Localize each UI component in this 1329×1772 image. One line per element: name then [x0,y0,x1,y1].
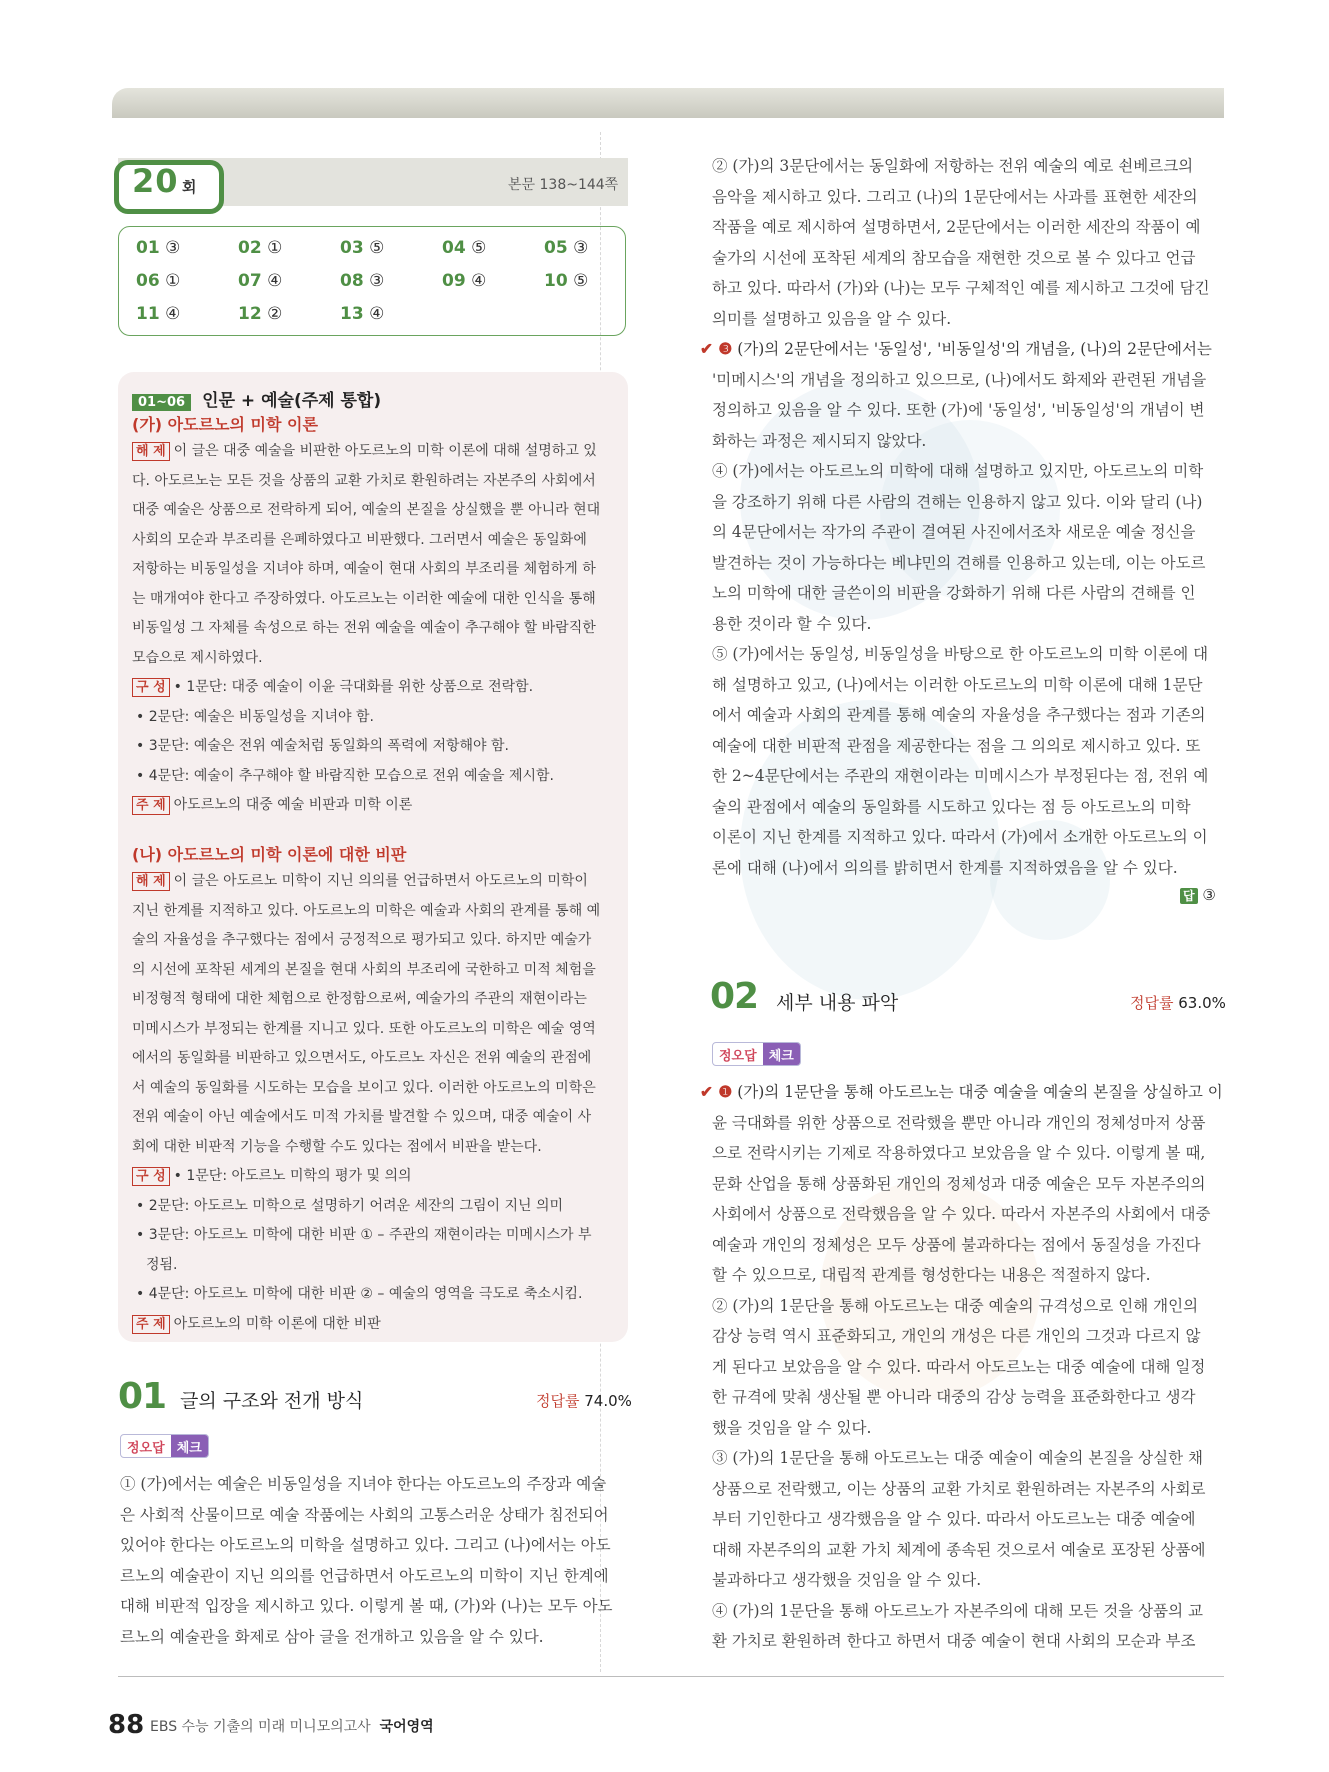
summary-line [132,1138,542,1156]
explanation-line: 하고 있다. 따라서 (가)와 (나)는 모두 구체적인 예를 제시하고 그것에 담긴 [712,279,1210,297]
explanation-line: 사회에서 상품으로 전락했음을 알 수 있다. 따라서 자본주의 사회에서 대중 [712,1205,1211,1223]
explanation-line: ✔ ❸ (가)의 2문단에서는 '동일성', '비동일성'의 개념을, (나)의 2문단에서는 [700,339,1212,358]
summary-heading-row [132,386,381,411]
question-number: 02 [710,976,759,1017]
explanation-line: 음악을 제시하고 있다. 그리고 (나)의 1문단에서는 사과를 표현한 세잔의 [712,187,1198,206]
structure-line [136,737,509,755]
commentary-label: 해 제 [132,872,170,891]
explanation-line: 의미를 설명하고 있음을 알 수 있다. [712,309,952,328]
summary-line [132,619,596,637]
answer-choice: ④ [267,271,283,291]
summary-line [132,1108,591,1126]
summary-heading: 인문 + 예술(주제 통합) [202,391,382,411]
answer-number: 02 [238,238,262,258]
structure-text: • 2문단: 예술은 비동일성을 지녀야 함. [136,708,374,725]
round-unit: 회 [182,178,197,196]
summary-line [132,961,596,979]
structure-text: • 1문단: 대중 예술이 이윤 극대화를 위한 상품으로 전락함. [173,679,534,695]
summary-text: 모습으로 제시하였다. [132,649,263,666]
answer-item [544,271,588,291]
answer-choice: ④ [165,304,181,324]
explanation-line: 르노의 예술관이 지닌 의의를 언급하면서 아도르노의 미학이 지닌 한계에 [120,1566,609,1585]
summary-line [132,990,587,1008]
check-label-tag: 체크 [763,1043,800,1065]
structure-text: • 4문단: 아도르노 미학에 대한 비판 ② – 예술의 영역을 극도로 축소시킴. [136,1286,583,1302]
explanation-line: 노의 미학에 대한 글쓴이의 비판을 강화하기 위해 다른 사람의 견해를 인 [712,584,1196,602]
answer-item [340,271,384,291]
explanation-line: 부터 기인한다고 생각했음을 알 수 있다. 따라서 아도르노는 대중 예술에 [712,1510,1196,1528]
answer-number: 06 [136,271,160,291]
explanation-line: 을 강조하기 위해 다른 사람의 견해는 인용하지 않고 있다. 이와 달리 (나) [712,492,1203,511]
answer-item [340,238,384,258]
answer-number: 08 [340,271,364,291]
explanation-line: 화하는 과정은 제시되지 않았다. [712,431,927,450]
correct-rate [536,1390,632,1411]
answer-value: ③ [1202,886,1216,904]
answer-number: 09 [442,271,466,291]
footer-rule [118,1676,1224,1677]
summary-line [132,902,600,920]
structure-line [136,1285,582,1303]
check-mark-icon: ✔ ❶ [700,1082,733,1101]
summary-line [132,872,588,891]
correct-rate-value: 63.0% [1178,994,1226,1012]
explanation-line: 해 설명하고 있고, (나)에서는 이러한 아도르노의 미학 이론에 대해 1문단 [712,675,1203,694]
explanation-line: 문화 산업을 통해 상품화된 개인의 정체성과 대중 예술은 모두 자본주의의 [712,1174,1206,1193]
answer-item [136,238,180,258]
book-name: EBS 수능 기출의 미래 미니모의고사 [150,1719,371,1735]
explanation-line: 환 가치로 환원하려 한다고 하면서 대중 예술이 현대 사회의 모순과 부조 [712,1632,1196,1650]
answer-choice: ⑤ [573,271,589,291]
summary-text: 지닌 한계를 지적하고 있다. 아도르노의 미학은 예술과 사회의 관계를 통해 예 [132,902,601,919]
theme-label: 주 제 [132,796,170,815]
question-title: 글의 구조와 전개 방식 [180,1390,364,1412]
summary-line [132,501,600,519]
summary-line [132,649,263,667]
answer-number: 05 [544,238,568,258]
structure-line [136,767,554,785]
explanation-line: ✔ ❶ (가)의 1문단을 통해 아도르노는 대중 예술을 예술의 본질을 상실하고 이 [700,1082,1223,1101]
structure-text: • 3문단: 예술은 전위 예술처럼 동일화의 폭력에 저항해야 함. [136,738,509,754]
page-number: 88 [108,1710,145,1740]
explanation-line: 대해 비판적 입장을 제시하고 있다. 이렇게 볼 때, (가)와 (나)는 모두 아도 [120,1597,613,1615]
answer-item [238,238,282,258]
structure-label: 구 성 [132,678,170,697]
answer-choice: ④ [369,304,385,324]
theme-line [132,796,412,815]
theme-label: 주 제 [132,1315,170,1334]
structure-line [136,1226,592,1244]
check-label: 정오답 [127,1441,165,1456]
explanation-line: 할 수 있으므로, 대립적 관계를 형성한다는 내용은 적절하지 않다. [712,1266,1151,1284]
explanation-line: 대해 자본주의의 교환 가치 체계에 종속된 것으로서 예술로 포장된 상품에 [712,1540,1206,1559]
explanation-line: ① (가)에서는 예술은 비동일성을 지녀야 한다는 아도르노의 주장과 예술 [120,1475,607,1493]
subject-name: 국어영역 [379,1719,434,1735]
answer-number: 10 [544,271,568,291]
explanation-line: 은 사회적 산물이므로 예술 작품에는 사회의 고통스러운 상태가 침전되어 [120,1505,609,1524]
summary-line [132,1049,591,1067]
summary-text: 이 글은 대중 예술을 비판한 아도르노의 미학 이론에 대해 설명하고 있 [173,443,597,459]
explanation-line: ③ (가)의 1문단을 통해 아도르노는 대중 예술이 예술의 본질을 상실한 채 [712,1449,1203,1467]
summary-text: 회에 대한 비판적 기능을 수행할 수도 있다는 점에서 비판을 받는다. [132,1138,542,1155]
answer-choice: ③ [165,238,181,258]
summary-line [132,442,597,461]
summary-text: 에서의 동일화를 비판하고 있으면서도, 아도르노 자신은 전위 예술의 관점에 [132,1050,592,1066]
answer-item [442,271,486,291]
correct-rate-label: 정답률 [536,1392,580,1410]
answer-marker [1180,886,1216,904]
explanation-line: 작품을 예로 제시하여 설명하면서, 2문단에서는 이러한 세잔의 작품이 예 [712,218,1201,236]
question-title: 세부 내용 파악 [776,992,899,1014]
commentary-label: 해 제 [132,442,170,461]
answer-choice: ⑤ [369,238,385,258]
explanation-line: 술의 관점에서 예술의 동일화를 시도하고 있다는 점 등 아도르노의 미학 [712,797,1191,816]
check-label: 정오답 [719,1049,757,1064]
explanation-line: 한 2~4문단에서는 주관의 재현이라는 미메시스가 부정된다는 점, 전위 예 [712,767,1209,785]
answer-item [238,271,282,291]
summary-text: 다. 아도르노는 모든 것을 상품의 교환 가치로 환원하려는 자본주의 사회에서 [132,472,596,489]
explanation-line: 불과하다고 생각했을 것임을 알 수 있다. [712,1571,982,1589]
structure-line [132,1167,412,1186]
structure-text: • 1문단: 아도르노 미학의 평가 및 의의 [173,1168,412,1184]
explanation-line: 으로 전락시키는 기제로 작용하였다고 보았음을 알 수 있다. 이렇게 볼 때, [712,1144,1206,1162]
summary-text: 서 예술의 동일화를 시도하는 모습을 보이고 있다. 이러한 아도르노의 미학은 [132,1079,596,1096]
summary-line [132,590,596,608]
summary-text: 술의 자율성을 추구했다는 점에서 긍정적으로 평가되고 있다. 하지만 예술가 [132,932,592,948]
explanation-line: 이론이 지닌 한계를 지적하고 있다. 따라서 (가)에서 소개한 아도르노의 이 [712,828,1208,846]
answer-number: 12 [238,304,262,324]
answer-item [340,304,384,324]
structure-line [136,708,374,726]
explanation-line: 감상 능력 역시 표준화되고, 개인의 개성은 다른 개인의 그것과 다르지 않 [712,1327,1201,1345]
explanation-line: 예술과 개인의 정체성은 모두 상품에 불과하다는 점에서 동질성을 가진다 [712,1235,1201,1254]
answer-number: 11 [136,304,160,324]
explanation-line: 에서 예술과 사회의 관계를 통해 예술의 자율성을 추구했다는 점과 기존의 [712,706,1206,724]
answer-number: 13 [340,304,364,324]
structure-text: • 4문단: 예술이 추구해야 할 바람직한 모습으로 전위 예술을 제시함. [136,767,555,784]
round-number: 20 [132,162,179,200]
summary-text: 전위 예술이 아닌 예술에서도 미적 가치를 발견할 수 있으며, 대중 예술이 사 [132,1109,592,1125]
explanation-line: 론에 대해 (나)에서 의의를 밝히면서 한계를 지적하였음을 알 수 있다. [712,858,1178,877]
summary-line [132,931,591,949]
theme-text: 아도르노의 미학 이론에 대한 비판 [173,1315,381,1332]
summary-line [132,531,587,549]
summary-text: 이 글은 아도르노 미학이 지닌 의의를 언급하면서 아도르노의 미학이 [173,873,588,889]
book-title [150,1716,434,1736]
explanation-line: ② (가)의 3문단에서는 동일화에 저항하는 전위 예술의 예로 쇤베르크의 [712,157,1194,175]
explanation-line: 예술에 대한 비판적 관점을 제공한다는 점을 그 의의로 제시하고 있다. 또 [712,736,1201,755]
structure-line [132,678,533,697]
answer-choice: ② [267,304,283,324]
summary-text: 사회의 모순과 부조리를 은폐하였다고 비판했다. 그러면서 예술은 동일화에 [132,531,587,548]
question-range-tag: 01~06 [132,394,191,411]
explanation-line: 한 규격에 맞춰 생산될 뿐 아니라 대중의 감상 능력을 표준화한다고 생각 [712,1388,1196,1406]
question-number: 01 [118,1376,167,1417]
answer-item [136,271,180,291]
summary-line [132,560,596,578]
structure-text: 정됨. [146,1256,178,1273]
answer-choice: ④ [471,271,487,291]
explanation-line: 게 된다고 보았음을 알 수 있다. 따라서 아도르노는 대중 예술에 대해 일정 [712,1357,1206,1376]
structure-text: • 2문단: 아도르노 미학으로 설명하기 어려운 세잔의 그림이 지닌 의미 [136,1197,564,1214]
answer-check-badge [712,1042,801,1066]
structure-label: 구 성 [132,1167,170,1186]
top-header-bar [112,88,1224,118]
correct-rate [1130,992,1226,1013]
explanation-line: 르노의 예술관을 화제로 삼아 글을 전개하고 있음을 알 수 있다. [120,1627,544,1646]
summary-line [132,1020,596,1038]
correct-rate-value: 74.0% [584,1392,632,1410]
explanation-line: ② (가)의 1문단을 통해 아도르노는 대중 예술의 규격성으로 인해 개인의 [712,1296,1199,1315]
structure-text: • 3문단: 아도르노 미학에 대한 비판 ① – 주관의 재현이라는 미메시스가 부 [136,1227,592,1243]
answer-choice: ① [267,238,283,258]
explanation-line: 정의하고 있음을 알 수 있다. 또한 (가)에 '동일성', '비동일성'의 개념이 변 [712,401,1205,419]
answer-number: 03 [340,238,364,258]
explanation-line: 있어야 한다는 아도르노의 미학을 설명하고 있다. 그리고 (나)에서는 아도 [120,1536,611,1554]
answer-choice: ③ [573,238,589,258]
explanation-line: 발견하는 것이 가능하다는 베냐민의 견해를 인용하고 있는데, 이는 아도르 [712,553,1206,572]
structure-line [136,1197,563,1215]
answer-item [238,304,282,324]
structure-line [146,1256,178,1274]
check-mark-icon: ✔ ❸ [700,339,733,358]
answer-number: 01 [136,238,160,258]
passage-b-title: (나) 아도르노의 미학 이론에 대한 비판 [132,845,407,864]
theme-text: 아도르노의 대중 예술 비판과 미학 이론 [173,797,413,813]
summary-line [132,1079,596,1097]
explanation-line: ④ (가)에서는 아도르노의 미학에 대해 설명하고 있지만, 아도르노의 미학 [712,462,1204,480]
explanation-line: 했을 것임을 알 수 있다. [712,1418,872,1437]
summary-text: 는 매개여야 한다고 주장하였다. 아도르노는 이러한 예술에 대한 인식을 통해 [132,590,596,607]
summary-text: 의 시선에 포착된 세계의 본질을 현대 사회의 부조리에 국한하고 미적 체험을 [132,961,596,978]
answer-check-badge [120,1434,209,1458]
answer-number: 07 [238,271,262,291]
check-label-tag: 체크 [171,1435,208,1457]
answer-item [544,238,588,258]
summary-text: 대중 예술은 상품으로 전락하게 되어, 예술의 본질을 상실했을 뿐 아니라 현대 [132,502,601,518]
summary-text: 저항하는 비동일성을 지녀야 하며, 예술이 현대 사회의 부조리를 체험하게 하 [132,561,596,577]
explanation-line: 용한 것이라 할 수 있다. [712,614,872,633]
summary-text: 비정형적 형태에 대한 체험으로 한정함으로써, 예술가의 주관의 재현이라는 [132,991,587,1007]
correct-rate-label: 정답률 [1130,994,1174,1012]
explanation-line: ④ (가)의 1문단을 통해 아도르노가 자본주의에 대해 모든 것을 상품의 교 [712,1601,1203,1620]
explanation-line: 의 4문단에서는 작가의 주관이 결여된 사진에서조차 새로운 예술 정신을 [712,523,1196,541]
explanation-line: ⑤ (가)에서는 동일성, 비동일성을 바탕으로 한 아도르노의 미학 이론에 대 [712,645,1209,663]
explanation-line: '미메시스'의 개념을 정의하고 있으므로, (나)에서도 화제와 관련된 개념을 [712,370,1207,389]
explanation-line: 술가의 시선에 포착된 세계의 참모습을 재현한 것으로 볼 수 있다고 언급 [712,248,1196,267]
theme-line [132,1315,381,1334]
answer-item [136,304,180,324]
passage-a-title: (가) 아도르노의 미학 이론 [132,415,318,434]
answer-number: 04 [442,238,466,258]
answer-choice: ⑤ [471,238,487,258]
explanation-line: 윤 극대화를 위한 상품으로 전락했을 뿐만 아니라 개인의 정체성마저 상품 [712,1113,1206,1132]
answer-choice: ① [165,271,181,291]
answer-item [442,238,486,258]
page-reference: 본문 138~144쪽 [508,177,619,193]
summary-text: 비동일성 그 자체를 속성으로 하는 전위 예술을 예술이 추구해야 할 바람직한 [132,620,596,636]
explanation-line: 상품으로 전락했고, 이는 상품의 교환 가치로 환원하려는 자본주의 사회로 [712,1479,1206,1498]
summary-text: 미메시스가 부정되는 한계를 지니고 있다. 또한 아도르노의 미학은 예술 영역 [132,1020,596,1037]
summary-line [132,472,596,490]
answer-label: 답 [1180,888,1198,904]
answer-choice: ③ [369,271,385,291]
